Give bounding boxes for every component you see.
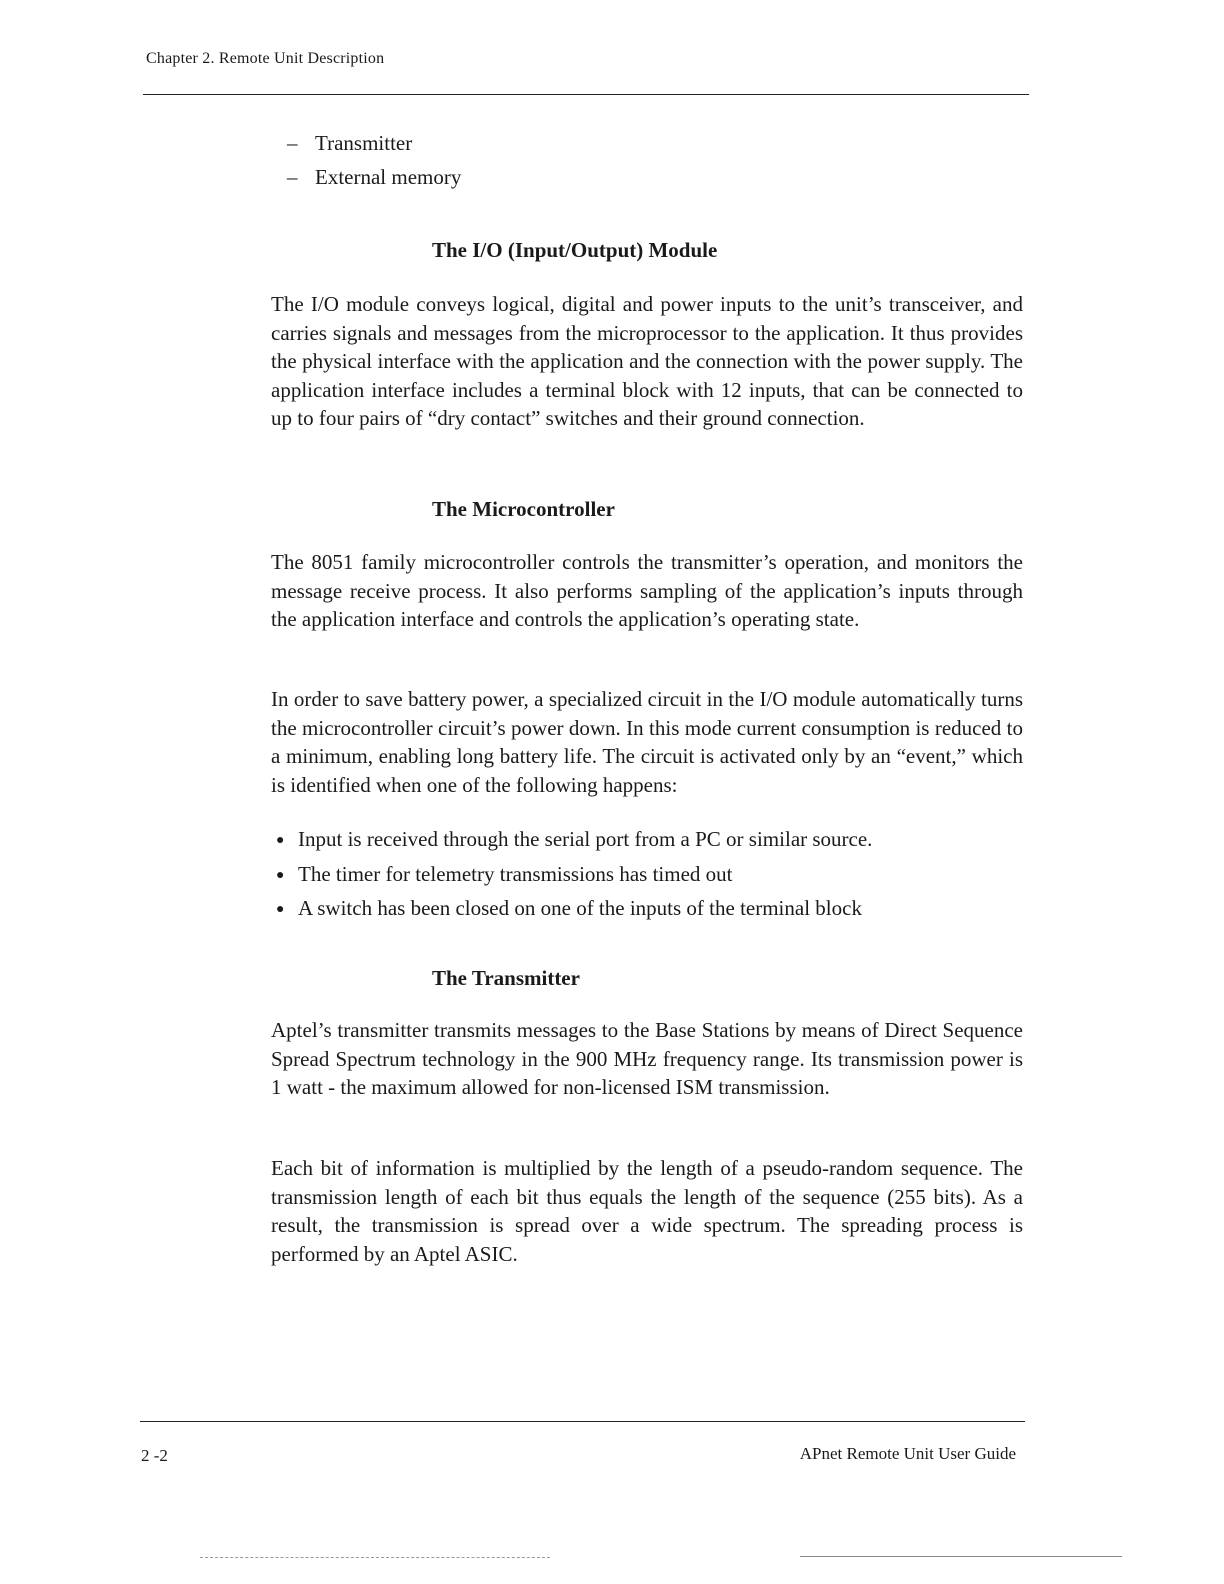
running-head: Chapter 2. Remote Unit Description [146, 50, 385, 67]
event-list [276, 824, 872, 928]
event-text: The timer for telemetry transmissions has timed out [298, 861, 733, 886]
bullet-icon: ● [276, 867, 285, 883]
header-rule [143, 94, 1029, 95]
page-number: 2 -2 [141, 1446, 168, 1465]
event-text: Input is received through the serial port from a PC or similar source. [298, 827, 873, 851]
section-heading-io-module: The I/O (Input/Output) Module [432, 238, 718, 262]
bullet-icon: ● [276, 902, 285, 917]
scan-artifact-line [800, 1556, 1122, 1557]
list-item [287, 163, 461, 197]
list-item-text: External memory [315, 165, 462, 189]
transmitter-paragraph-1: Aptel’s transmitter transmits messages to the Base Stations by means of Direct Sequence Spread Spectrum technology in the 900 MHz frequency range. Its transmission power is 1 watt - the maximum allowed for non-licensed ISM transmission. [271, 1018, 1023, 1099]
list-item [276, 859, 872, 894]
footer-rule [140, 1421, 1025, 1422]
bullet-icon: ● [276, 833, 285, 848]
section-heading-transmitter: The Transmitter [432, 966, 580, 990]
event-text: A switch has been closed on one of the inputs of the terminal block [298, 896, 862, 920]
dash-marker: – [287, 165, 298, 189]
transmitter-paragraph-2: Each bit of information is multiplied by the length of a pseudo-random sequence. The transmission length of each bit thus equals the length of the sequence (255 bits). As a result, the transmission is spread over a wide spectrum. The spreading process is performed by an Aptel ASIC. [271, 1156, 1023, 1266]
microcontroller-paragraph-1: The 8051 family microcontroller controls the transmitter’s operation, and monitors the message receive process. It also performs sampling of the application’s inputs through the application interface and controls the application’s operating state. [271, 550, 1023, 631]
microcontroller-paragraph-2: In order to save battery power, a specialized circuit in the I/O module automatically turns the microcontroller circuit’s power down. In this mode current consumption is reduced to a minimum, enabling long battery life. The circuit is activated only by an “event,” which is identified when one of the following happens: [271, 687, 1023, 797]
section-heading-microcontroller: The Microcontroller [432, 497, 615, 521]
list-item-text: Transmitter [315, 131, 413, 155]
io-module-paragraph: The I/O module conveys logical, digital and power inputs to the unit’s transceiver, and carries signals and messages from the microprocessor to the application. It thus provides the physical interface with the application and the connection with the power supply. The application interface includes a terminal block with 12 inputs, that can be connected to up to four pairs of “dry contact” switches and their ground connection. [271, 292, 1023, 430]
list-item [276, 893, 872, 928]
dash-marker: – [287, 131, 298, 155]
list-item [287, 129, 461, 163]
list-item [276, 824, 872, 859]
scan-artifact-line [200, 1557, 550, 1558]
component-list [287, 129, 461, 197]
footer-document-title: APnet Remote Unit User Guide [799, 1444, 1016, 1463]
